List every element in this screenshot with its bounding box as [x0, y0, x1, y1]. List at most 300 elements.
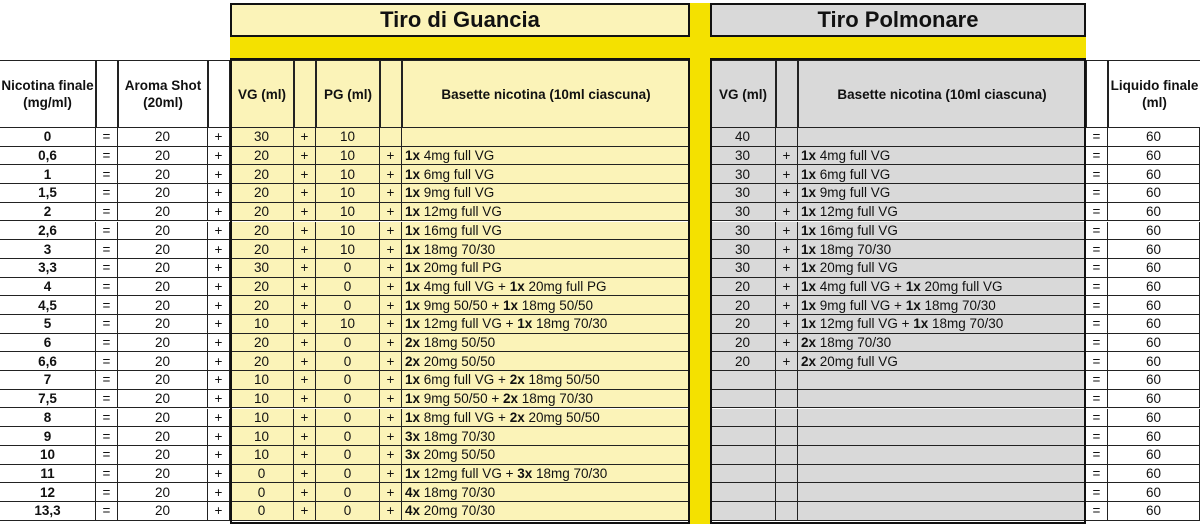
- cell-nic: 1: [0, 165, 96, 184]
- cell-polmonare: [798, 352, 1086, 371]
- cell-nic: 5: [0, 315, 96, 334]
- cell-liq: 60: [1108, 352, 1200, 371]
- cell-polmonare: [798, 483, 1086, 502]
- cell-pg: 0: [316, 334, 380, 353]
- cell-eq1: =: [96, 296, 118, 315]
- cell-pg: 0: [316, 296, 380, 315]
- cell-vg: 10: [230, 427, 294, 446]
- cell-plus1: +: [208, 427, 230, 446]
- cell-nic: 4,5: [0, 296, 96, 315]
- dose-count: 1x: [801, 185, 817, 201]
- dose-count: 2x: [801, 335, 817, 351]
- header-nicotina: Nicotina finale (mg/ml): [0, 60, 96, 128]
- cell-plus-p: +: [776, 278, 798, 297]
- cell-plus2: +: [294, 446, 316, 465]
- yellow-band-horizontal: [230, 37, 1086, 58]
- cell-guancia: [402, 165, 690, 184]
- cell-eq2: =: [1086, 165, 1108, 184]
- header-pg: PG (ml): [316, 60, 380, 128]
- cell-plus1: +: [208, 409, 230, 428]
- cell-vg2: [710, 371, 776, 390]
- dose-count: 1x: [405, 372, 421, 388]
- dose-count: 1x: [405, 241, 421, 257]
- dose-desc: 18mg 70/30: [518, 391, 594, 407]
- cell-plus2: +: [294, 296, 316, 315]
- cell-aroma: 20: [118, 483, 208, 502]
- cell-guancia: [402, 352, 690, 371]
- cell-nic: 13,3: [0, 502, 96, 521]
- dose-count: 1x: [405, 278, 421, 294]
- cell-plus-g: +: [380, 390, 402, 409]
- cell-vg: 30: [230, 259, 294, 278]
- cell-pg: 0: [316, 259, 380, 278]
- cell-pg: 0: [316, 502, 380, 521]
- dose-count: 1x: [405, 185, 421, 201]
- cell-guancia: [402, 390, 690, 409]
- cell-vg: 20: [230, 165, 294, 184]
- dose-desc: 12mg full VG: [816, 204, 898, 220]
- cell-pg: 10: [316, 203, 380, 222]
- cell-plus1: +: [208, 502, 230, 521]
- cell-plus-p: [776, 483, 798, 502]
- dose-desc: 20mg full VG: [816, 353, 898, 369]
- cell-plus-g: +: [380, 296, 402, 315]
- dose-desc: 18mg 70/30: [532, 316, 608, 332]
- cell-guancia: [402, 259, 690, 278]
- dose-count: 3x: [517, 465, 533, 481]
- dose-count: 3x: [405, 447, 421, 463]
- cell-eq2: =: [1086, 296, 1108, 315]
- cell-liq: 60: [1108, 409, 1200, 428]
- cell-vg: 10: [230, 409, 294, 428]
- cell-liq: 60: [1108, 203, 1200, 222]
- cell-vg2: [710, 502, 776, 521]
- cell-vg2: [710, 409, 776, 428]
- cell-nic: 6,6: [0, 352, 96, 371]
- cell-plus2: +: [294, 409, 316, 428]
- cell-plus-p: [776, 409, 798, 428]
- cell-eq2: =: [1086, 465, 1108, 484]
- dose-count: 1x: [405, 166, 421, 182]
- cell-plus2: +: [294, 240, 316, 259]
- cell-aroma: 20: [118, 296, 208, 315]
- cell-nic: 4: [0, 278, 96, 297]
- cell-aroma: 20: [118, 409, 208, 428]
- cell-guancia: [402, 483, 690, 502]
- dose-desc: 4mg full VG: [420, 148, 495, 164]
- cell-guancia: [402, 184, 690, 203]
- cell-polmonare: [798, 371, 1086, 390]
- cell-polmonare: [798, 128, 1086, 147]
- yellow-band-vertical: [690, 3, 710, 524]
- header-aroma: Aroma Shot (20ml): [118, 60, 208, 128]
- cell-polmonare: [798, 409, 1086, 428]
- dose-count: 4x: [405, 484, 421, 500]
- cell-guancia: [402, 465, 690, 484]
- cell-plus-g: +: [380, 165, 402, 184]
- cell-vg: 20: [230, 147, 294, 166]
- header-vg-polmonare: VG (ml): [710, 60, 776, 128]
- cell-liq: 60: [1108, 502, 1200, 521]
- cell-polmonare: [798, 465, 1086, 484]
- cell-polmonare: [798, 240, 1086, 259]
- cell-liq: 60: [1108, 278, 1200, 297]
- dose-count: 1x: [801, 148, 817, 164]
- header-eq-spacer: [96, 60, 118, 128]
- cell-plus2: +: [294, 352, 316, 371]
- cell-vg2: 20: [710, 296, 776, 315]
- dose-count: 1x: [405, 409, 421, 425]
- cell-eq2: =: [1086, 502, 1108, 521]
- cell-aroma: 20: [118, 334, 208, 353]
- cell-vg2: 30: [710, 259, 776, 278]
- cell-pg: 0: [316, 390, 380, 409]
- cell-pg: 0: [316, 352, 380, 371]
- cell-nic: 2: [0, 203, 96, 222]
- cell-plus1: +: [208, 296, 230, 315]
- cell-plus2: +: [294, 465, 316, 484]
- cell-plus-g: +: [380, 371, 402, 390]
- cell-plus2: +: [294, 222, 316, 241]
- cell-vg: 20: [230, 352, 294, 371]
- cell-plus-p: +: [776, 222, 798, 241]
- cell-polmonare: [798, 315, 1086, 334]
- cell-eq2: =: [1086, 390, 1108, 409]
- cell-eq1: =: [96, 334, 118, 353]
- cell-eq1: =: [96, 203, 118, 222]
- cell-eq1: =: [96, 483, 118, 502]
- cell-guancia: [402, 128, 690, 147]
- cell-eq1: =: [96, 502, 118, 521]
- cell-eq1: =: [96, 446, 118, 465]
- cell-eq1: =: [96, 371, 118, 390]
- cell-plus-p: [776, 446, 798, 465]
- cell-vg2: 40: [710, 128, 776, 147]
- header-liquido: Liquido finale (ml): [1108, 60, 1200, 128]
- cell-plus1: +: [208, 147, 230, 166]
- cell-aroma: 20: [118, 259, 208, 278]
- cell-vg: 20: [230, 240, 294, 259]
- dose-count: 4x: [405, 503, 421, 519]
- cell-aroma: 20: [118, 427, 208, 446]
- cell-guancia: [402, 203, 690, 222]
- cell-polmonare: [798, 446, 1086, 465]
- cell-eq2: =: [1086, 128, 1108, 147]
- cell-vg2: 20: [710, 334, 776, 353]
- dose-count: 1x: [405, 222, 421, 238]
- dose-desc: 18mg 50/50: [420, 335, 496, 351]
- dose-desc: 20mg full VG: [920, 278, 1003, 294]
- dose-desc: 16mg full VG: [816, 222, 898, 238]
- cell-plus-g: +: [380, 240, 402, 259]
- cell-plus2: +: [294, 184, 316, 203]
- cell-nic: 12: [0, 483, 96, 502]
- cell-plus-p: +: [776, 240, 798, 259]
- cell-polmonare: [798, 427, 1086, 446]
- cell-guancia: [402, 371, 690, 390]
- cell-polmonare: [798, 390, 1086, 409]
- cell-plus2: +: [294, 147, 316, 166]
- cell-guancia: [402, 427, 690, 446]
- dose-count: 1x: [801, 260, 817, 276]
- header-plus-spacer-2: [294, 60, 316, 128]
- cell-nic: 6: [0, 334, 96, 353]
- dose-count: 2x: [509, 372, 525, 388]
- cell-plus-g: +: [380, 203, 402, 222]
- dose-desc: 20mg full VG: [816, 260, 898, 276]
- cell-plus1: +: [208, 334, 230, 353]
- cell-liq: 60: [1108, 371, 1200, 390]
- dose-desc: 18mg 70/30: [420, 241, 496, 257]
- header-eq-spacer-2: [1086, 60, 1108, 128]
- cell-plus2: +: [294, 315, 316, 334]
- cell-plus-p: +: [776, 259, 798, 278]
- cell-eq2: =: [1086, 184, 1108, 203]
- cell-liq: 60: [1108, 296, 1200, 315]
- cell-eq1: =: [96, 240, 118, 259]
- cell-plus-p: [776, 465, 798, 484]
- cell-plus1: +: [208, 390, 230, 409]
- cell-plus-g: +: [380, 427, 402, 446]
- cell-liq: 60: [1108, 165, 1200, 184]
- cell-aroma: 20: [118, 465, 208, 484]
- dose-count: 1x: [405, 297, 421, 313]
- cell-vg: 20: [230, 222, 294, 241]
- dose-count: 1x: [405, 391, 421, 407]
- guancia-title: Tiro di Guancia: [230, 3, 690, 37]
- cell-plus2: +: [294, 334, 316, 353]
- dose-count: 1x: [801, 166, 817, 182]
- header-plus-spacer-4: [776, 60, 798, 128]
- dose-desc: 20mg 50/50: [420, 447, 496, 463]
- cell-vg2: [710, 483, 776, 502]
- dose-count: 2x: [801, 353, 817, 369]
- cell-liq: 60: [1108, 147, 1200, 166]
- header-plus-spacer-3: [380, 60, 402, 128]
- cell-liq: 60: [1108, 184, 1200, 203]
- cell-plus-g: +: [380, 409, 402, 428]
- cell-nic: 3: [0, 240, 96, 259]
- cell-nic: 7: [0, 371, 96, 390]
- cell-vg2: 20: [710, 278, 776, 297]
- cell-eq1: =: [96, 409, 118, 428]
- cell-plus2: +: [294, 165, 316, 184]
- cell-plus1: +: [208, 184, 230, 203]
- cell-vg: 20: [230, 278, 294, 297]
- cell-nic: 9: [0, 427, 96, 446]
- cell-liq: 60: [1108, 390, 1200, 409]
- cell-plus-g: +: [380, 278, 402, 297]
- cell-aroma: 20: [118, 165, 208, 184]
- cell-eq1: =: [96, 259, 118, 278]
- cell-liq: 60: [1108, 222, 1200, 241]
- cell-eq1: =: [96, 427, 118, 446]
- dose-desc: 6mg full VG: [420, 166, 495, 182]
- dose-count: 1x: [405, 148, 421, 164]
- cell-vg: 20: [230, 203, 294, 222]
- cell-eq1: =: [96, 315, 118, 334]
- cell-eq2: =: [1086, 427, 1108, 446]
- cell-pg: 10: [316, 315, 380, 334]
- cell-aroma: 20: [118, 128, 208, 147]
- cell-plus1: +: [208, 446, 230, 465]
- cell-plus1: +: [208, 371, 230, 390]
- cell-guancia: [402, 315, 690, 334]
- cell-vg2: 30: [710, 203, 776, 222]
- cell-vg2: [710, 390, 776, 409]
- cell-plus2: +: [294, 203, 316, 222]
- cell-eq1: =: [96, 165, 118, 184]
- dose-desc: 9mg full VG +: [816, 297, 906, 313]
- dose-desc: 9mg 50/50 +: [420, 391, 503, 407]
- dose-count: 1x: [801, 241, 817, 257]
- cell-nic: 1,5: [0, 184, 96, 203]
- polmonare-title: Tiro Polmonare: [710, 3, 1086, 37]
- cell-polmonare: [798, 259, 1086, 278]
- dose-count: 1x: [905, 278, 921, 294]
- cell-eq2: =: [1086, 371, 1108, 390]
- cell-nic: 7,5: [0, 390, 96, 409]
- cell-plus1: +: [208, 278, 230, 297]
- cell-plus-p: [776, 371, 798, 390]
- dose-desc: 4mg full VG +: [816, 278, 906, 294]
- dose-desc: 9mg 50/50 +: [420, 297, 503, 313]
- cell-vg2: 20: [710, 315, 776, 334]
- cell-guancia: [402, 446, 690, 465]
- cell-polmonare: [798, 147, 1086, 166]
- cell-vg: 0: [230, 502, 294, 521]
- cell-liq: 60: [1108, 128, 1200, 147]
- dose-desc: 20mg 50/50: [420, 353, 496, 369]
- cell-eq2: =: [1086, 483, 1108, 502]
- cell-plus1: +: [208, 352, 230, 371]
- cell-pg: 0: [316, 483, 380, 502]
- cell-aroma: 20: [118, 184, 208, 203]
- cell-pg: 10: [316, 128, 380, 147]
- cell-eq1: =: [96, 390, 118, 409]
- cell-plus-g: +: [380, 352, 402, 371]
- cell-guancia: [402, 240, 690, 259]
- dose-count: 1x: [405, 260, 421, 276]
- cell-guancia: [402, 296, 690, 315]
- cell-eq2: =: [1086, 315, 1108, 334]
- cell-plus1: +: [208, 259, 230, 278]
- cell-liq: 60: [1108, 315, 1200, 334]
- dose-desc: 9mg full VG: [420, 185, 495, 201]
- cell-plus-p: +: [776, 352, 798, 371]
- cell-aroma: 20: [118, 502, 208, 521]
- cell-guancia: [402, 502, 690, 521]
- cell-pg: 0: [316, 278, 380, 297]
- dose-desc: 20mg full PG: [420, 260, 502, 276]
- cell-aroma: 20: [118, 147, 208, 166]
- cell-pg: 10: [316, 222, 380, 241]
- dose-desc: 18mg 70/30: [928, 316, 1004, 332]
- cell-plus-p: +: [776, 203, 798, 222]
- cell-eq2: =: [1086, 409, 1108, 428]
- cell-plus1: +: [208, 465, 230, 484]
- dose-count: 1x: [509, 278, 525, 294]
- cell-plus-g: +: [380, 184, 402, 203]
- header-vg: VG (ml): [230, 60, 294, 128]
- cell-guancia: [402, 334, 690, 353]
- cell-vg2: 30: [710, 222, 776, 241]
- dose-desc: 18mg 70/30: [920, 297, 996, 313]
- cell-plus-g: +: [380, 315, 402, 334]
- dose-desc: 20mg full PG: [524, 278, 607, 294]
- cell-aroma: 20: [118, 315, 208, 334]
- cell-eq2: =: [1086, 240, 1108, 259]
- header-basette-polmonare: Basette nicotina (10ml ciascuna): [798, 60, 1086, 128]
- cell-plus-p: [776, 502, 798, 521]
- cell-aroma: 20: [118, 446, 208, 465]
- dose-count: 1x: [405, 316, 421, 332]
- cell-vg: 10: [230, 446, 294, 465]
- cell-aroma: 20: [118, 352, 208, 371]
- cell-liq: 60: [1108, 240, 1200, 259]
- dose-desc: 18mg 70/30: [420, 428, 496, 444]
- dose-desc: 18mg 50/50: [518, 297, 594, 313]
- cell-plus-p: +: [776, 165, 798, 184]
- cell-plus-p: [776, 427, 798, 446]
- dose-desc: 6mg full VG: [816, 166, 891, 182]
- cell-aroma: 20: [118, 278, 208, 297]
- cell-plus1: +: [208, 222, 230, 241]
- dose-desc: 6mg full VG +: [420, 372, 510, 388]
- cell-polmonare: [798, 502, 1086, 521]
- cell-pg: 10: [316, 240, 380, 259]
- cell-aroma: 20: [118, 390, 208, 409]
- cell-nic: 10: [0, 446, 96, 465]
- dose-desc: 18mg 70/30: [420, 484, 496, 500]
- cell-plus1: +: [208, 203, 230, 222]
- dose-desc: 16mg full VG: [420, 222, 502, 238]
- cell-eq1: =: [96, 147, 118, 166]
- dose-count: 1x: [517, 316, 533, 332]
- cell-eq2: =: [1086, 334, 1108, 353]
- cell-pg: 0: [316, 446, 380, 465]
- cell-eq1: =: [96, 222, 118, 241]
- header-plus-spacer: [208, 60, 230, 128]
- dose-desc: 18mg 70/30: [532, 465, 608, 481]
- cell-vg2: [710, 427, 776, 446]
- cell-eq1: =: [96, 184, 118, 203]
- cell-vg2: 30: [710, 165, 776, 184]
- cell-plus-p: +: [776, 296, 798, 315]
- dose-count: 1x: [405, 465, 421, 481]
- dose-desc: 18mg 50/50: [524, 372, 600, 388]
- dose-desc: 12mg full VG +: [420, 316, 518, 332]
- cell-pg: 0: [316, 409, 380, 428]
- cell-nic: 8: [0, 409, 96, 428]
- cell-plus-g: +: [380, 222, 402, 241]
- dose-desc: 12mg full VG: [420, 204, 502, 220]
- cell-plus-g: +: [380, 483, 402, 502]
- cell-vg2: 30: [710, 184, 776, 203]
- cell-plus-p: +: [776, 334, 798, 353]
- dose-count: 1x: [913, 316, 929, 332]
- cell-vg2: 20: [710, 352, 776, 371]
- cell-nic: 2,6: [0, 222, 96, 241]
- cell-vg2: [710, 465, 776, 484]
- dose-count: 1x: [905, 297, 921, 313]
- cell-eq2: =: [1086, 278, 1108, 297]
- cell-plus-g: +: [380, 446, 402, 465]
- cell-eq1: =: [96, 465, 118, 484]
- cell-plus1: +: [208, 128, 230, 147]
- cell-aroma: 20: [118, 203, 208, 222]
- cell-liq: 60: [1108, 427, 1200, 446]
